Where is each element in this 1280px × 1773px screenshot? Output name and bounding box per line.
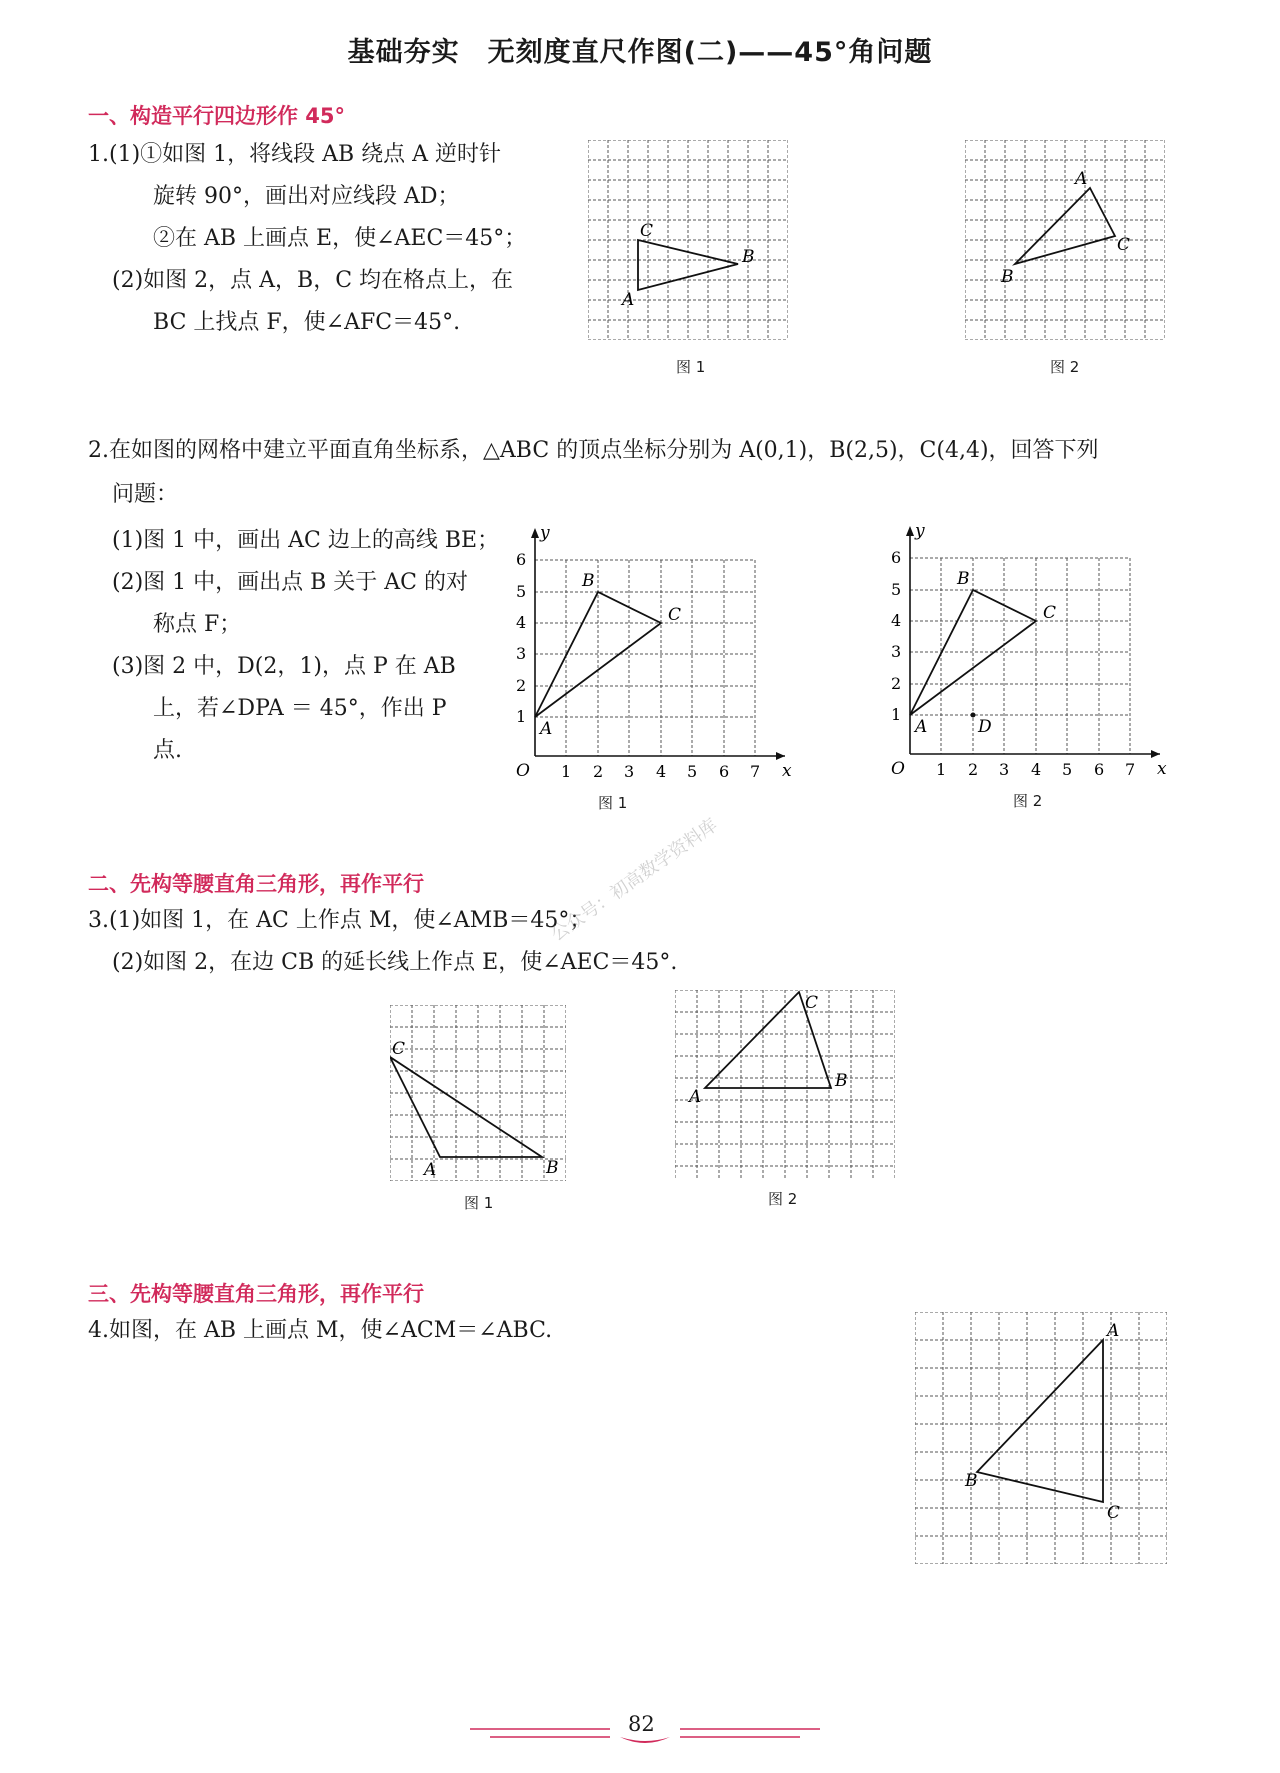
x-tick-4: 4 [1031, 760, 1042, 778]
q3-figure-2 [675, 990, 895, 1180]
x-tick-1: 1 [561, 762, 572, 780]
x-tick-2: 2 [593, 762, 604, 780]
x-tick-3: 3 [999, 760, 1010, 778]
label-A: A [915, 717, 928, 737]
label-C: C [1117, 235, 1131, 255]
axis-y-label: y [540, 523, 550, 543]
y-tick-4: 4 [516, 613, 527, 632]
q2-line-2: 问题： [112, 482, 179, 507]
label-C: C [805, 993, 819, 1013]
q2-line-4: (2)图 1 中，画出点 B 关于 AC 的对 [112, 570, 469, 595]
label-C: C [640, 221, 654, 241]
q3-fig2-caption: 图 2 [768, 1190, 798, 1208]
label-B: B [742, 247, 755, 267]
q3-line-1: 3.(1)如图 1，在 AC 上作点 M，使∠AMB＝45°； [88, 908, 592, 933]
q1-line-5: BC 上找点 F，使∠AFC＝45°. [153, 310, 461, 335]
origin-label: O [516, 761, 530, 780]
q2-line-5: 称点 F； [153, 612, 242, 637]
page-number: 82 [628, 1712, 655, 1736]
label-C: C [392, 1039, 406, 1059]
section-3-heading: 三、先构等腰直角三角形，再作平行 [88, 1282, 424, 1306]
q1-line-1: 1.(1)①如图 1，将线段 AB 绕点 A 逆时针 [88, 142, 502, 167]
label-A: A [1075, 169, 1088, 189]
origin-label: O [891, 759, 905, 778]
x-tick-5: 5 [687, 762, 698, 780]
label-A: A [689, 1087, 702, 1107]
axis-x-label: x [1157, 759, 1167, 778]
page-title: 基础夯实 无刻度直尺作图(二)——45°角问题 [347, 37, 933, 68]
y-tick-2: 2 [891, 674, 902, 693]
label-C: C [1043, 603, 1057, 623]
q2-line-7: 上，若∠DPA ＝ 45°，作出 P [153, 696, 447, 721]
q2-figure-2 [885, 518, 1185, 778]
q2-line-8: 点. [153, 738, 182, 763]
q2-fig2-caption: 图 2 [1013, 792, 1043, 810]
label-B: B [546, 1158, 559, 1178]
q2-figure-1 [510, 520, 810, 780]
axis-y-label: y [915, 521, 925, 541]
x-tick-1: 1 [936, 760, 947, 778]
y-tick-1: 1 [891, 705, 902, 724]
q1-figure-1 [588, 140, 788, 340]
q3-fig1-caption: 图 1 [464, 1194, 494, 1212]
q3-figure-1 [390, 1005, 566, 1181]
q1-fig1-caption: 图 1 [676, 358, 706, 376]
x-tick-3: 3 [624, 762, 635, 780]
label-B: B [957, 569, 970, 589]
y-tick-4: 4 [891, 611, 902, 630]
q1-fig2-caption: 图 2 [1050, 358, 1080, 376]
label-A: A [424, 1160, 437, 1180]
x-tick-6: 6 [1094, 760, 1105, 778]
label-D: D [978, 717, 992, 737]
q3-line-2: (2)如图 2，在边 CB 的延长线上作点 E，使∠AEC＝45°. [112, 950, 678, 975]
label-A: A [1107, 1321, 1120, 1341]
y-tick-6: 6 [891, 548, 902, 567]
label-C: C [1107, 1503, 1121, 1523]
label-B: B [582, 571, 595, 591]
q2-line-1: 2.在如图的网格中建立平面直角坐标系，△ABC 的顶点坐标分别为 A(0,1)，B(2,5)，C(4,4)，回答下列 [88, 438, 1099, 463]
q1-line-4: (2)如图 2，点 A，B，C 均在格点上，在 [112, 268, 514, 293]
x-tick-7: 7 [750, 762, 761, 780]
label-B: B [1001, 267, 1014, 287]
x-tick-4: 4 [656, 762, 667, 780]
q1-figure-2 [965, 140, 1165, 340]
label-A: A [622, 290, 635, 310]
y-tick-5: 5 [516, 582, 527, 601]
y-tick-3: 3 [516, 644, 527, 663]
x-tick-7: 7 [1125, 760, 1136, 778]
q1-line-2: 旋转 90°，画出对应线段 AD； [153, 184, 460, 209]
x-tick-6: 6 [719, 762, 730, 780]
y-tick-1: 1 [516, 707, 527, 726]
q1-line-3: ②在 AB 上画点 E，使∠AEC＝45°； [153, 226, 527, 251]
label-C: C [668, 605, 682, 625]
section-1-heading: 一、构造平行四边形作 45° [88, 104, 346, 128]
q4-figure [915, 1312, 1167, 1564]
watermark: 公众号：初高数学资料库 [547, 814, 722, 946]
y-tick-5: 5 [891, 580, 902, 599]
label-A: A [540, 719, 553, 739]
q4-line-1: 4.如图，在 AB 上画点 M，使∠ACM＝∠ABC. [88, 1318, 553, 1343]
y-tick-6: 6 [516, 550, 527, 569]
y-tick-2: 2 [516, 676, 527, 695]
q2-line-6: (3)图 2 中，D(2，1)，点 P 在 AB [112, 654, 456, 679]
y-tick-3: 3 [891, 642, 902, 661]
q2-fig1-caption: 图 1 [598, 794, 628, 812]
label-B: B [835, 1071, 848, 1091]
x-tick-2: 2 [968, 760, 979, 778]
x-tick-5: 5 [1062, 760, 1073, 778]
label-B: B [965, 1471, 978, 1491]
axis-x-label: x [782, 761, 792, 780]
section-2-heading: 二、先构等腰直角三角形，再作平行 [88, 872, 424, 896]
q2-line-3: (1)图 1 中，画出 AC 边上的高线 BE； [112, 528, 500, 553]
